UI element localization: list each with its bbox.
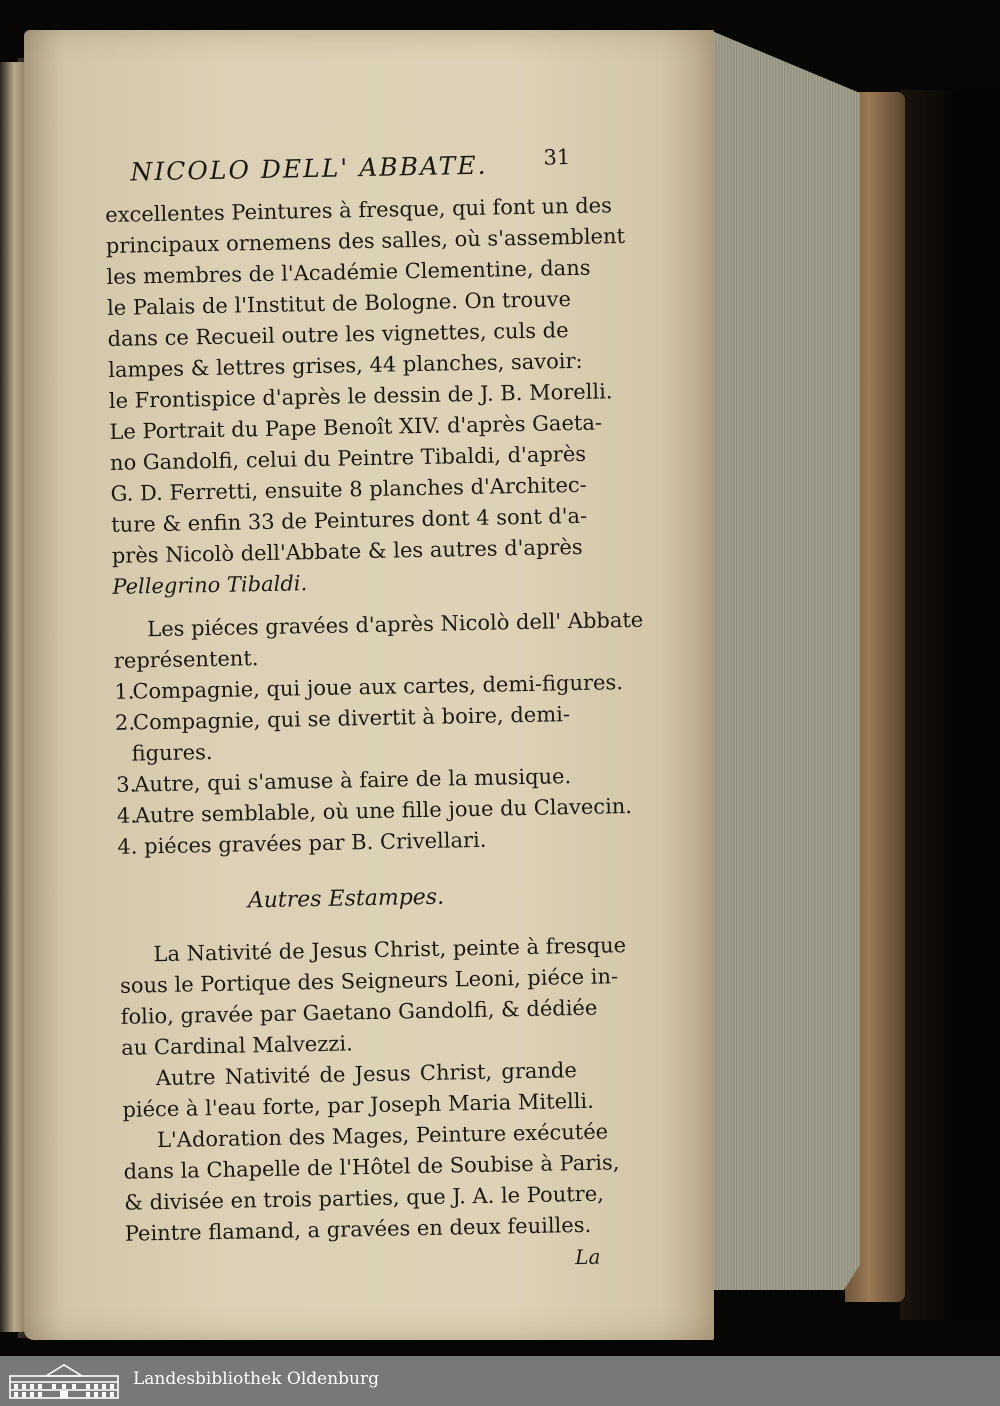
text-line: piéce à l'eau forte, par Joseph Maria Mitelli. [122, 1088, 595, 1122]
text-line: lampes & lettres grises, 44 planches, savoir: [108, 348, 583, 382]
list-text: Compagnie, qui se divertit à boire, demi- [132, 702, 571, 735]
text-line: représentent. [113, 646, 259, 673]
text-line: sous le Portique des Seigneurs Leoni, piéce in- [119, 964, 619, 998]
text-line: dans la Chapelle de l'Hôtel de Soubise à Paris, [123, 1150, 620, 1184]
text-line: principaux ornemens des salles, où s'assemblent [105, 224, 626, 258]
text-line: le Palais de l'Institut de Bologne. On trouve [106, 287, 572, 320]
text-line: La Nativité de Jesus Christ, peinte à fresque [153, 933, 627, 967]
list-number: 2. [114, 710, 136, 735]
text-line: Pellegrino Tibaldi. [112, 571, 308, 599]
text-line: le Frontispice d'après le dessin de J. B. Morelli. [108, 379, 613, 413]
page-number: 31 [543, 145, 571, 170]
page-header [130, 139, 571, 191]
text-line: ture & enfin 33 de Peintures dont 4 sont d'a- [111, 503, 588, 537]
list-text: Autre, qui s'amuse à faire de la musique. [133, 764, 572, 797]
intro-paragraph [113, 606, 644, 677]
section-heading: Autres Estampes. [247, 884, 445, 914]
text-line: au Cardinal Malvezzi. [121, 1031, 353, 1060]
numbered-list [114, 668, 633, 863]
page-block-edges [700, 30, 860, 1290]
text-line: près Nicolò dell'Abbate & les autres d'après [111, 534, 583, 568]
text-line: folio, gravée par Gaetano Gandolfi, & dédiée [120, 995, 598, 1029]
paragraph-2 [119, 931, 627, 1064]
list-text: Autre semblable, où une fille joue du Clavecin. [134, 793, 633, 828]
text-line: G. D. Ferretti, ensuite 8 planches d'Architec- [110, 472, 587, 506]
text-line: Le Portrait du Pape Benoît XIV. d'après Gaeta- [109, 410, 603, 444]
paragraph-4 [123, 1117, 620, 1250]
list-number: 3. [115, 772, 137, 797]
left-page-edge [0, 62, 26, 1332]
library-building-logo [8, 1362, 120, 1400]
background-shadow [900, 90, 1000, 1320]
paragraph-3 [122, 1055, 593, 1126]
text-line: Les piéces gravées d'après Nicolò dell' Abbate [147, 607, 644, 642]
text-line: les membres de l'Académie Clementine, dans [106, 255, 591, 289]
library-name: Landesbibliothek Oldenburg [133, 1369, 380, 1389]
list-continuation: figures. [131, 740, 213, 766]
footer-bar [0, 1356, 1000, 1406]
text-line: excellentes Peintures à fresque, qui font un des [105, 193, 613, 227]
text-line: Peintre flamand, a gravées en deux feuilles. [124, 1212, 592, 1246]
list-number: 1. [114, 679, 135, 704]
page-text [104, 139, 644, 1278]
list-number: 4. [116, 803, 138, 828]
text-line: L'Adoration des Mages, Peinture exécutée [156, 1119, 609, 1153]
text-line: dans ce Recueil outre les vignettes, culs de [107, 318, 569, 351]
text-line: no Gandolfi, celui du Peintre Tibaldi, d'après [109, 441, 587, 475]
summary-line: 4. piéces gravées par B. Crivellari. [117, 827, 487, 859]
paragraph-1 [105, 191, 626, 603]
catchword: La [574, 1244, 601, 1270]
text-line: Autre Nativité de Jesus Christ, grande [155, 1058, 578, 1091]
list-text: Compagnie, qui joue aux cartes, demi-figures. [132, 670, 624, 704]
running-title: NICOLO DELL' ABBATE. [130, 150, 488, 187]
text-line: & divisée en trois parties, que J. A. le Poutre, [124, 1181, 605, 1215]
